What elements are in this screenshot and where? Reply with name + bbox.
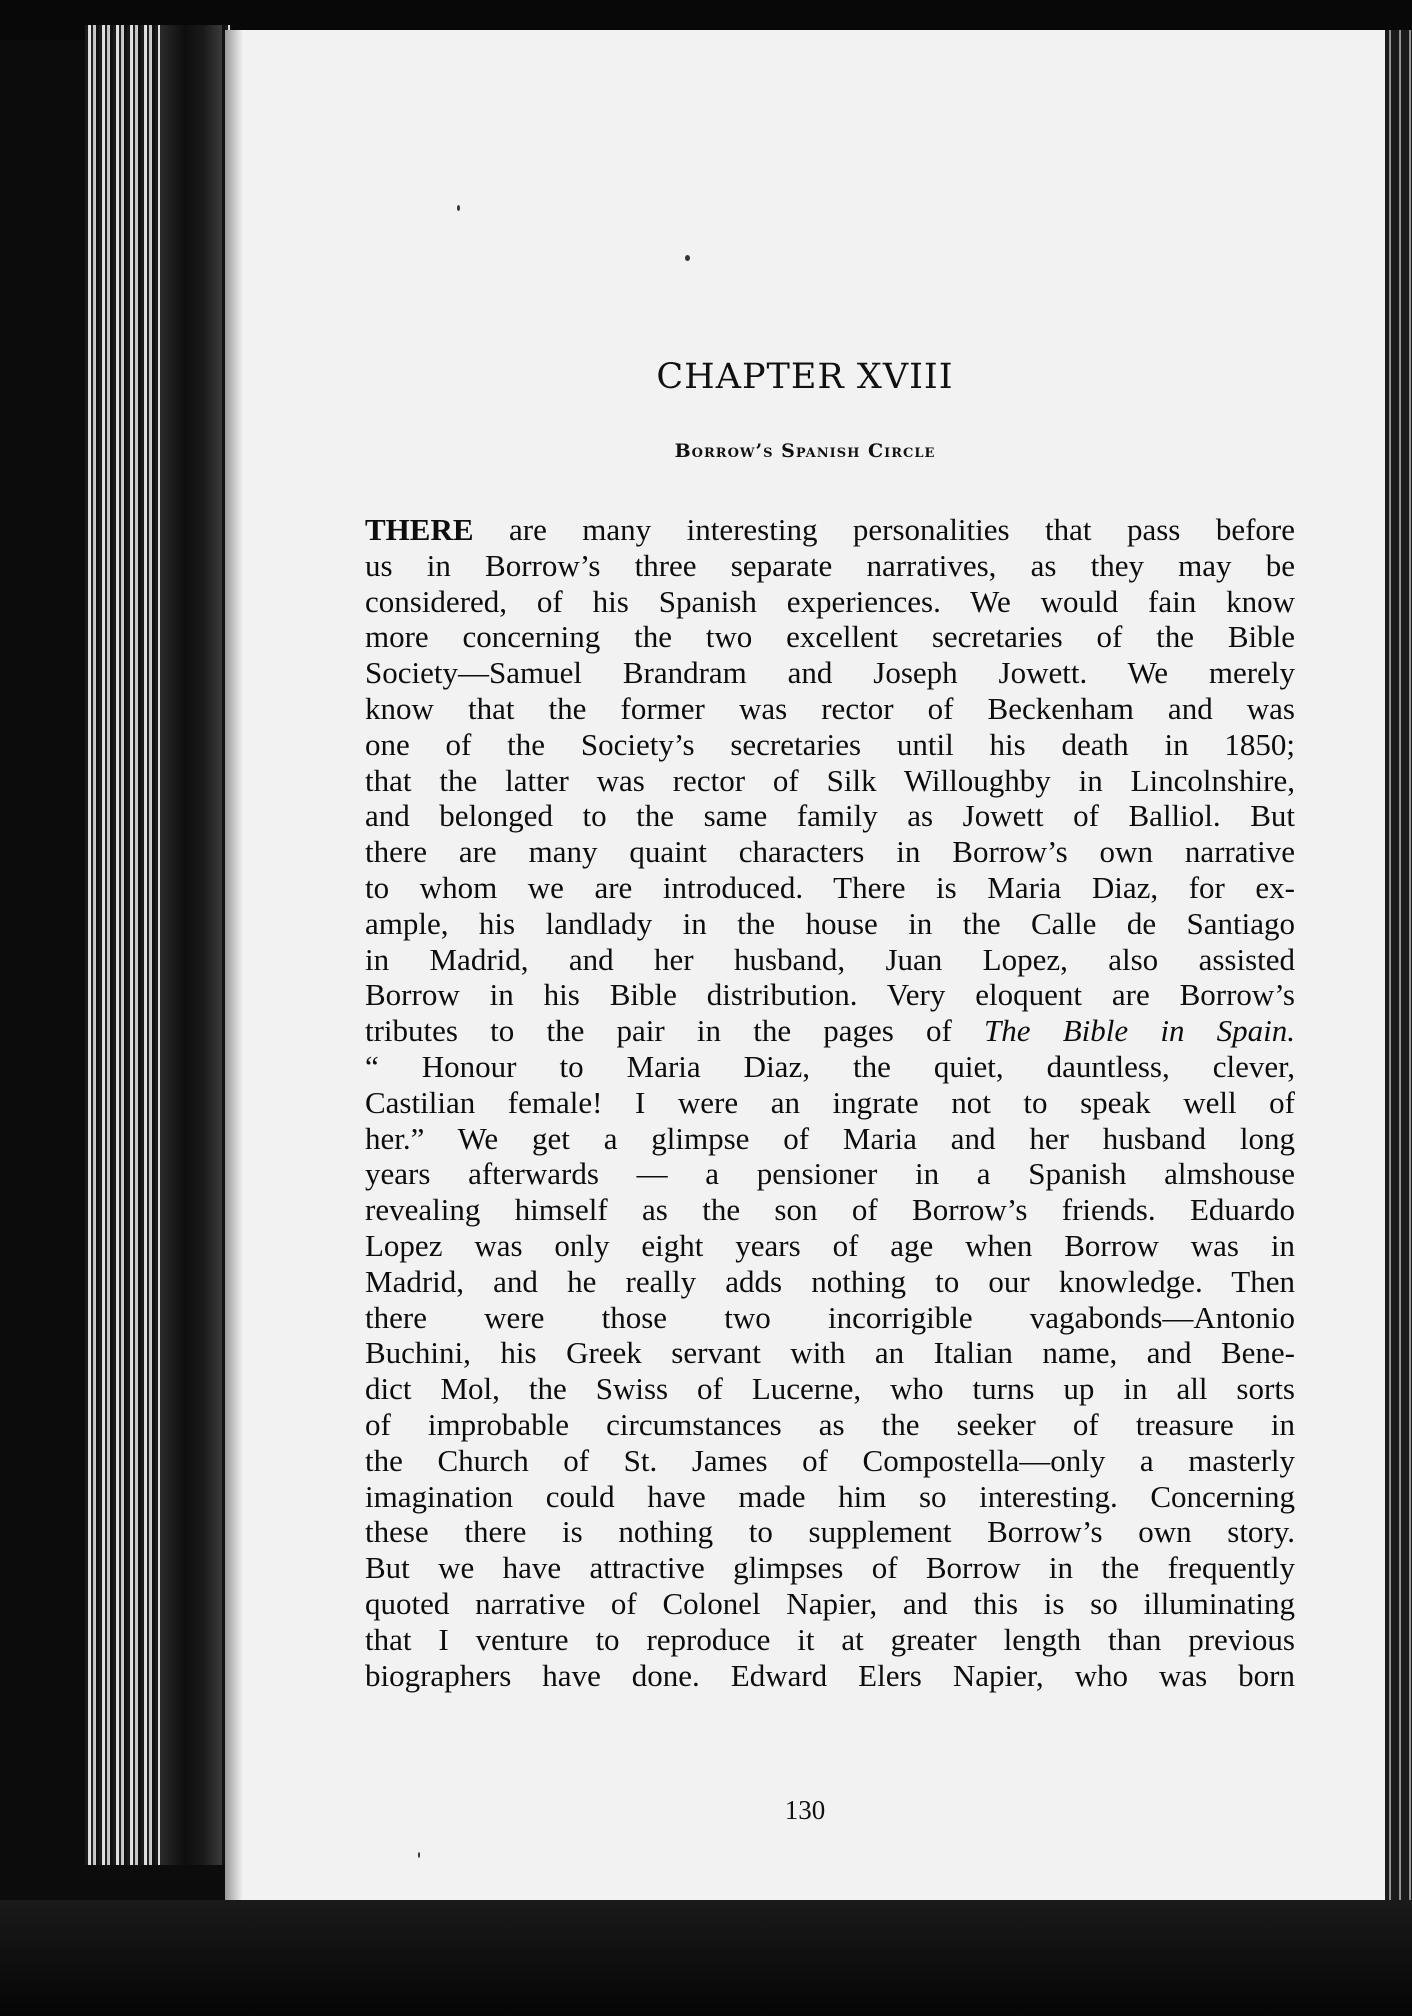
text-line: years afterwards — a pensioner in a Spanish almshouse: [365, 1156, 1295, 1192]
chapter-subtitle: Borrow’s Spanish Circle: [674, 440, 936, 462]
text-line: more concerning the two excellent secretaries of the Bible: [365, 619, 1295, 655]
page-number: 130: [784, 1795, 826, 1825]
ink-speck: [418, 1852, 420, 1858]
binding-gutter: [160, 25, 222, 1865]
text-line: imagination could have made him so interesting. Concerning: [365, 1478, 1295, 1514]
body-paragraph: [365, 512, 1295, 1693]
text-line: quoted narrative of Colonel Napier, and this is so illuminating: [365, 1585, 1295, 1621]
text-line: Castilian female! I were an ingrate not to speak well of: [365, 1084, 1295, 1120]
text-line: her.” We get a glimpse of Maria and her husband long: [365, 1120, 1295, 1156]
text-line: Society—Samuel Brandram and Joseph Jowett. We merely: [365, 655, 1295, 691]
ink-speck: [685, 255, 690, 261]
right-page-edges: [1385, 30, 1412, 1900]
scan-bottom-border: [0, 1900, 1412, 2016]
text-line: these there is nothing to supplement Borrow’s own story.: [365, 1514, 1295, 1550]
opening-word: THERE: [365, 512, 474, 547]
page-gutter-shadow: [225, 30, 243, 1900]
text-line: that the latter was rector of Silk Willoughby in Lincolnshire,: [365, 762, 1295, 798]
text-line: But we have attractive glimpses of Borrow in the frequently: [365, 1550, 1295, 1586]
text-line: considered, of his Spanish experiences. We would fain know: [365, 583, 1295, 619]
text-line: “ Honour to Maria Diaz, the quiet, dauntless, clever,: [365, 1048, 1295, 1084]
text-line: dict Mol, the Swiss of Lucerne, who turns up in all sorts: [365, 1371, 1295, 1407]
text-line: in Madrid, and her husband, Juan Lopez, also assisted: [365, 941, 1295, 977]
text-line: the Church of St. James of Compostella—only a masterly: [365, 1442, 1295, 1478]
text-line: Madrid, and he really adds nothing to our knowledge. Then: [365, 1263, 1295, 1299]
text-line: of improbable circumstances as the seeker of treasure in: [365, 1406, 1295, 1442]
text-line: THERE are many interesting personalities that pass before: [365, 512, 1295, 547]
text-line: ample, his landlady in the house in the Calle de Santiago: [365, 905, 1295, 941]
text-line: there are many quaint characters in Borrow’s own narrative: [365, 834, 1295, 870]
text-line: know that the former was rector of Beckenham and was: [365, 690, 1295, 726]
book-title: The Bible in Spain.: [984, 1013, 1295, 1049]
text-line: Lopez was only eight years of age when Borrow was in: [365, 1227, 1295, 1263]
ink-speck: [457, 205, 460, 211]
text-line: and belonged to the same family as Jowett of Balliol. But: [365, 798, 1295, 834]
text-line: to whom we are introduced. There is Maria Diaz, for ex-: [365, 869, 1295, 905]
text-line: Borrow in his Bible distribution. Very eloquent are Borrow’s: [365, 977, 1295, 1013]
text-line: biographers have done. Edward Elers Napier, who was born: [365, 1657, 1295, 1693]
text-line: one of the Society’s secretaries until his death in 1850;: [365, 726, 1295, 762]
chapter-title: CHAPTER XVIII: [656, 357, 954, 397]
text-line: tributes to the pair in the pages of The Bible in Spain.: [365, 1013, 1295, 1049]
text-line: revealing himself as the son of Borrow’s friends. Eduardo: [365, 1192, 1295, 1228]
text-line: us in Borrow’s three separate narratives, as they may be: [365, 547, 1295, 583]
text-line: there were those two incorrigible vagabonds—Antonio: [365, 1299, 1295, 1335]
text-line: that I venture to reproduce it at greater length than previous: [365, 1621, 1295, 1657]
text-line: Buchini, his Greek servant with an Italian name, and Bene-: [365, 1335, 1295, 1371]
